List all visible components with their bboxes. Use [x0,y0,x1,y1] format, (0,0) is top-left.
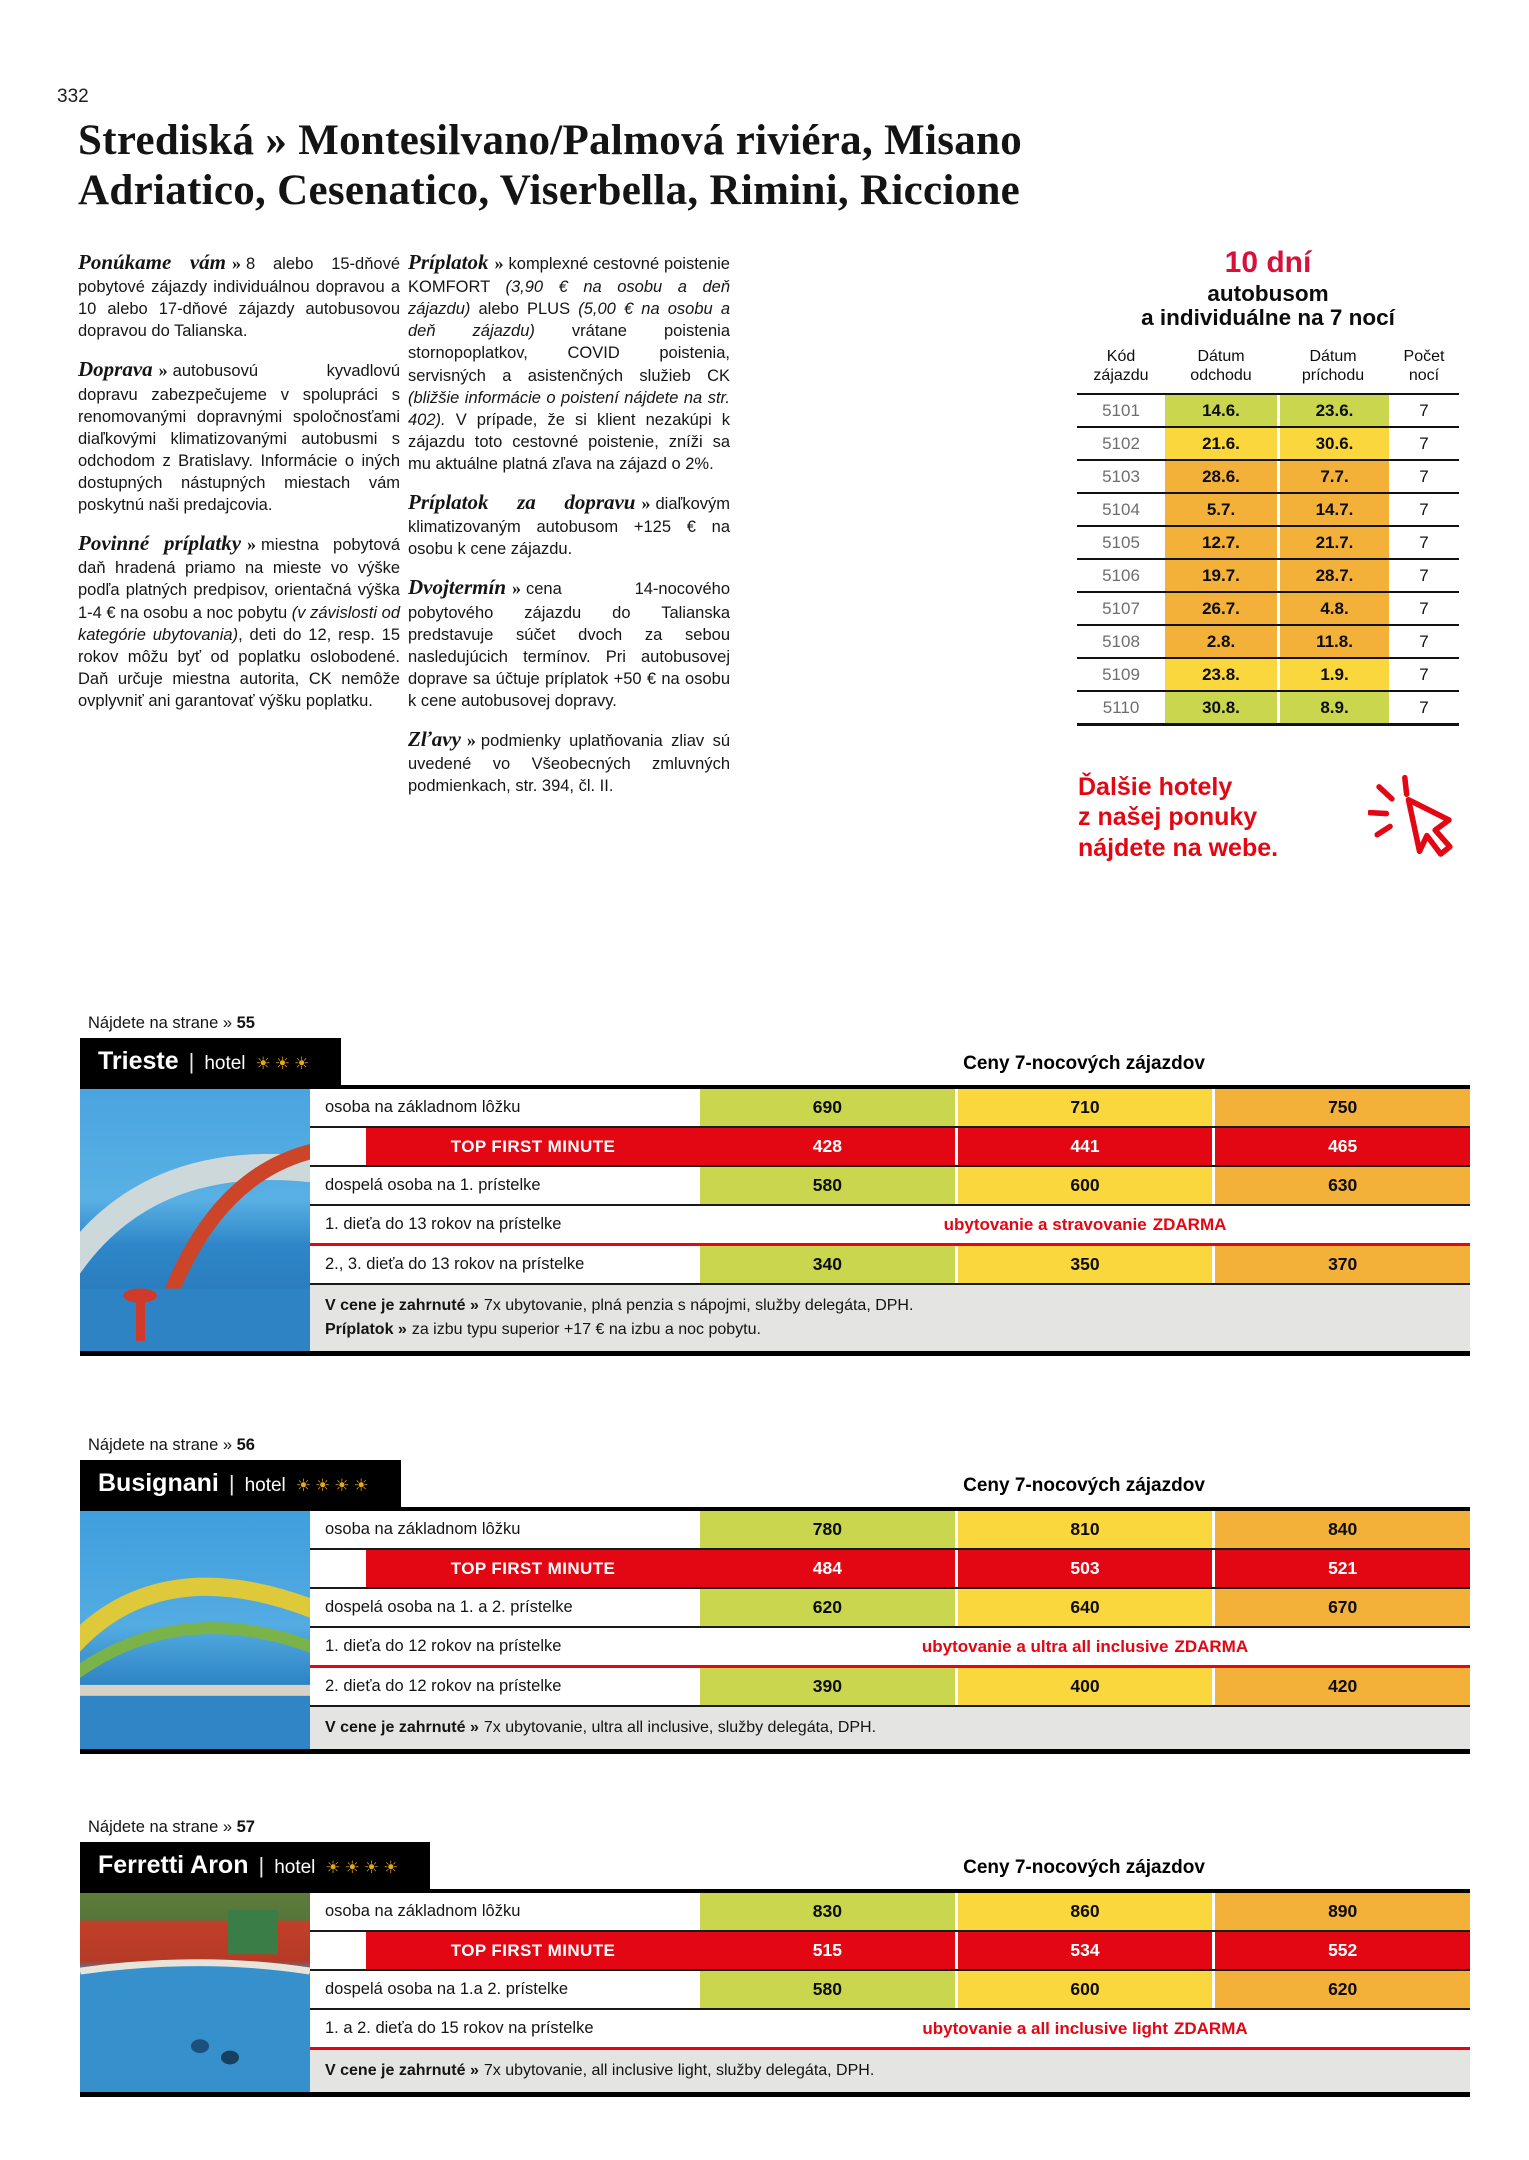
departure-row [1077,525,1459,558]
price-cell: 580 [700,1971,955,2008]
price-cell: 400 [955,1668,1213,1705]
price-cells [700,1128,1470,1165]
hotel-table-body [80,1889,1470,2097]
departure-row [1077,624,1459,657]
nights-cell: 7 [1419,400,1429,420]
paragraph-body: autobusovú kyvadlovú dopravu zabezpečujeme v spolupráci s renomovanými dopravnými spoločnosťami diaľkovými klimatizovanými autobusmi s odchodom z Bratislavy. Informácie o iných dostupných nástupných miestach vám poskytnú naši predajcovia. [78,362,400,515]
price-cell: 370 [1212,1246,1470,1283]
departure-row [1077,690,1459,723]
price-cell: 521 [1212,1550,1470,1587]
departure-row [1077,459,1459,492]
nights-cell: 7 [1419,697,1429,717]
footer-lead: V cene je zahrnuté » [325,1719,479,1736]
price-cell: 441 [955,1128,1213,1165]
departure-date-cell: 19.7. [1165,560,1277,591]
chevrons-separator: » [641,493,651,514]
departure-dates-table [1077,347,1459,726]
web-note [1072,772,1464,882]
hotel-footer [310,1285,1470,1351]
price-cell: 465 [1212,1128,1470,1165]
price-row [310,1206,1470,1246]
footer-text: 7x ubytovanie, plná penzia s nápojmi, služby delegáta, DPH. [483,1297,914,1314]
intro-paragraph [78,529,400,712]
row-label: 1. dieťa do 12 rokov na prístelke [310,1628,700,1665]
date-table-header-cell: Kód zájazdu [1093,347,1149,385]
page-ref-note [88,1818,1470,1837]
chevrons-separator: » [512,578,521,599]
price-cell: 620 [1212,1971,1470,2008]
price-cell: 810 [955,1511,1213,1548]
footer-text: 7x ubytovanie, all inclusive light, služby delegáta, DPH. [483,2062,875,2079]
row-label: TOP FIRST MINUTE [366,1128,700,1165]
price-table [310,1511,1470,1749]
departure-row [1077,393,1459,426]
price-cell: 600 [955,1971,1213,2008]
row-label: 1. dieťa do 13 rokov na prístelke [310,1206,700,1243]
price-row [310,1589,1470,1628]
paragraph-lead: Príplatok za dopravu [408,490,636,515]
price-row [310,1167,1470,1206]
paragraph-body: miestna pobytová daň hradená priamo na mieste vo výške podľa platných predpisov, orientačná výška 1-4 € na osobu a noc pobytu (v závislosti od kategórie ubytovania), deti do 12, resp. 15 rokov môžu byť od poplatku oslobodené. Daň určuje miestna autorita, CK nemôže ovplyvniť ani garantovať výšku poplatku. [78,536,401,711]
footer-lead: V cene je zahrnuté » [325,1297,479,1314]
departure-row [1077,591,1459,624]
price-row [310,1971,1470,2010]
date-table-header-cell: Dátum odchodu [1190,347,1252,385]
date-table-header-cell: Počet nocí [1403,347,1445,385]
offer-summary [1072,248,1464,882]
arrival-date-cell: 28.7. [1277,560,1389,591]
price-row [310,1550,1470,1589]
free-benefit-text: ubytovanie a stravovanie [943,1215,1147,1234]
departure-date-cell: 28.6. [1165,461,1277,492]
price-cells [700,1971,1470,2008]
free-benefit-highlight: ZDARMA [1174,1637,1249,1656]
price-cells [700,1932,1470,1969]
footer-line [325,2059,1456,2083]
row-label: dospelá osoba na 1. a 2. prístelke [310,1589,700,1626]
page-title: Strediská » Montesilvano/Palmová riviéra, Misano Adriatico, Cesenatico, Viserbella, Rimini, Riccione [78,117,1023,215]
paragraph-lead: Ponúkame vám [78,250,226,274]
price-cells [700,1089,1470,1126]
price-table-title: Ceny 7-nocových zájazdov [963,1053,1205,1074]
page-ref-label: Nájdete na strane » [88,1818,233,1836]
footer-line [325,1318,1456,1342]
tour-code-cell: 5101 [1102,400,1140,420]
top-row-notch [310,1550,366,1587]
hotel-table-body [80,1085,1470,1356]
arrival-date-cell: 8.9. [1277,692,1389,723]
hotel-card [80,1014,1470,1356]
chevrons-separator: » [232,253,241,273]
price-cell: 534 [955,1932,1213,1969]
free-benefit-cell [700,2010,1470,2047]
price-cell: 780 [700,1511,955,1548]
price-cell: 552 [1212,1932,1470,1969]
hotel-photo [80,1511,310,1749]
hotel-footer [310,1707,1470,1749]
click-cursor-icon [1368,774,1460,866]
pipe-separator: | [188,1049,195,1074]
price-cell: 860 [955,1893,1213,1930]
departure-row [1077,426,1459,459]
paragraph-body: diaľkovým klimatizovaným autobusom +125 € na osobu k cene zájazdu. [408,495,730,559]
hotel-type-label: hotel [244,1475,286,1496]
chevrons-separator: » [158,360,168,381]
hotel-card [80,1818,1470,2097]
price-cell: 428 [700,1128,955,1165]
arrival-date-cell: 14.7. [1277,494,1389,525]
price-row [310,1089,1470,1128]
web-note-text: Ďalšie hotely z našej ponuky nájdete na webe. [1078,772,1279,862]
chevrons-separator: » [247,534,257,555]
price-cell: 670 [1212,1589,1470,1626]
departure-date-cell: 2.8. [1165,626,1277,657]
price-row [310,1511,1470,1550]
paragraph-lead: Doprava [78,357,153,382]
top-row-notch [310,1932,366,1969]
offer-duration: 10 dní [1224,246,1312,279]
offer-transport: autobusom a individuálne na 7 nocí [1141,281,1395,331]
row-label: osoba na základnom lôžku [310,1089,700,1126]
hotel-name: Ferretti Aron [98,1851,249,1879]
price-row [310,1246,1470,1285]
arrival-date-cell: 1.9. [1277,659,1389,690]
hotel-name-bar [80,1038,341,1085]
price-table-title: Ceny 7-nocových zájazdov [963,1475,1205,1496]
row-label: 2. dieťa do 12 rokov na prístelke [310,1668,700,1705]
arrival-date-cell: 30.6. [1277,428,1389,459]
intro-paragraph [408,248,730,475]
page-ref-label: Nájdete na strane » [88,1436,233,1454]
tour-code-cell: 5102 [1102,433,1140,453]
intro-paragraph [408,573,730,712]
row-label: dospelá osoba na 1.a 2. prístelke [310,1971,700,2008]
price-cell: 750 [1212,1089,1470,1126]
price-cell: 420 [1212,1668,1470,1705]
row-label: 2., 3. dieťa do 13 rokov na prístelke [310,1246,700,1283]
page-ref-number: 57 [236,1818,255,1836]
tour-code-cell: 5103 [1102,466,1140,486]
paragraph-lead: Povinné príplatky [78,531,242,556]
price-row [310,1932,1470,1971]
price-row [310,1628,1470,1668]
page-ref-note [88,1014,1470,1033]
row-label: TOP FIRST MINUTE [366,1550,700,1587]
hotel-header-row [80,1038,1470,1085]
nights-cell: 7 [1419,565,1429,585]
date-table-header-row [1077,347,1459,393]
departure-date-cell: 23.8. [1165,659,1277,690]
hotel-photo [80,1893,310,2092]
hotel-type-label: hotel [204,1053,246,1074]
arrival-date-cell: 11.8. [1277,626,1389,657]
price-cell: 890 [1212,1893,1470,1930]
hotel-photo [80,1089,310,1351]
page-ref-number: 56 [236,1436,255,1454]
hotel-type-label: hotel [274,1857,316,1878]
row-label: osoba na základnom lôžku [310,1893,700,1930]
price-row [310,1128,1470,1167]
chevrons-separator: » [466,730,476,751]
price-cell: 340 [700,1246,955,1283]
price-cell: 484 [700,1550,955,1587]
price-row [310,1668,1470,1707]
intro-paragraph [408,488,730,560]
hotel-header-row [80,1460,1470,1507]
hotel-header-row [80,1842,1470,1889]
row-label: TOP FIRST MINUTE [366,1932,700,1969]
price-cells [700,1550,1470,1587]
price-cells [700,1668,1470,1705]
price-cell: 630 [1212,1167,1470,1204]
price-table-title: Ceny 7-nocových zájazdov [963,1857,1205,1878]
departure-row [1077,558,1459,591]
nights-cell: 7 [1419,664,1429,684]
departure-row [1077,657,1459,690]
arrival-date-cell: 21.7. [1277,527,1389,558]
footer-lead: Príplatok » [325,1321,407,1338]
price-table [310,1893,1470,2092]
footer-text: za izbu typu superior +17 € na izbu a noc pobytu. [411,1321,761,1338]
hotel-name: Trieste [98,1047,179,1075]
free-benefit-text: ubytovanie a all inclusive light [922,2019,1168,2038]
intro-paragraph [408,725,730,797]
footer-lead: V cene je zahrnuté » [325,2062,479,2079]
tour-code-cell: 5107 [1102,598,1140,618]
tour-code-cell: 5106 [1102,565,1140,585]
price-cell: 580 [700,1167,955,1204]
arrival-date-cell: 7.7. [1277,461,1389,492]
price-cells [700,1589,1470,1626]
intro-paragraph [78,355,400,516]
intro-paragraph [78,248,400,342]
departure-date-cell: 21.6. [1165,428,1277,459]
price-cells [700,1167,1470,1204]
hotel-name-bar [80,1842,430,1889]
hotel-name: Busignani [98,1469,219,1497]
price-cell: 600 [955,1167,1213,1204]
hotel-card [80,1436,1470,1754]
nights-cell: 7 [1419,532,1429,552]
paragraph-lead: Príplatok [408,250,489,274]
nights-cell: 7 [1419,433,1429,453]
price-cell: 515 [700,1932,955,1969]
nights-cell: 7 [1419,466,1429,486]
price-cell: 840 [1212,1511,1470,1548]
nights-cell: 7 [1419,631,1429,651]
paragraph-lead: Dvojtermín [408,575,506,600]
price-row [310,2010,1470,2050]
arrival-date-cell: 23.6. [1277,395,1389,426]
nights-cell: 7 [1419,499,1429,519]
row-label: osoba na základnom lôžku [310,1511,700,1548]
free-benefit-text: ubytovanie a ultra all inclusive [921,1637,1169,1656]
tour-code-cell: 5109 [1102,664,1140,684]
departure-date-cell: 14.6. [1165,395,1277,426]
page-number: 332 [57,86,89,107]
price-cell: 830 [700,1893,955,1930]
price-row [310,1893,1470,1932]
hotel-footer [310,2050,1470,2092]
paragraph-lead: Zľavy [408,727,461,752]
row-label: 1. a 2. dieťa do 15 rokov na prístelke [310,2010,700,2047]
pipe-separator: | [228,1471,235,1496]
price-cell: 620 [700,1589,955,1626]
intro-column-left [78,248,400,725]
tour-code-cell: 5110 [1102,697,1140,717]
price-cell: 390 [700,1668,955,1705]
price-cells [700,1511,1470,1548]
paragraph-body: komplexné cestovné poistenie KOMFORT (3,90 € na osobu a deň zájazdu) alebo PLUS (5,00 € na osobu a deň zájazdu) vrátane poistenia stornopoplatkov, COVID poistenia, servisných a asistenčných služieb CK (bližšie informácie o poistení nájdete na str. 402). V prípade, že si klient nezakúpi k zájazdu toto cestovné poistenie, zníži sa mu aktuálne platná zľava na zájazd o 2%. [408,255,731,473]
hotel-stars: ☀☀☀☀ [325,1858,403,1877]
departure-date-cell: 26.7. [1165,593,1277,624]
intro-column-middle [408,248,730,810]
page-ref-label: Nájdete na strane » [88,1014,233,1032]
price-cells [700,1246,1470,1283]
hotel-name-bar [80,1460,401,1507]
price-cell: 690 [700,1089,955,1126]
paragraph-body: cena 14-nocového pobytového zájazdu do Talianska predstavuje súčet dvoch za sebou nasledujúcich termínov. Pri autobusovej doprave sa účtuje príplatok +50 € na osobu k cene autobusovej dopravy. [408,580,730,711]
price-cell: 350 [955,1246,1213,1283]
footer-line [325,1294,1456,1318]
free-benefit-highlight: ZDARMA [1173,2019,1248,2038]
price-cell: 640 [955,1589,1213,1626]
departure-date-cell: 30.8. [1165,692,1277,723]
price-cells [700,1893,1470,1930]
hotel-stars: ☀☀☀ [255,1054,314,1073]
page-ref-note [88,1436,1470,1455]
hotel-stars: ☀☀☀☀ [295,1476,373,1495]
price-table [310,1089,1470,1351]
tour-code-cell: 5104 [1102,499,1140,519]
top-row-notch [310,1128,366,1165]
departure-date-cell: 12.7. [1165,527,1277,558]
departure-date-cell: 5.7. [1165,494,1277,525]
tour-code-cell: 5108 [1102,631,1140,651]
pipe-separator: | [258,1853,265,1878]
price-cell: 503 [955,1550,1213,1587]
date-table-header-cell: Dátum príchodu [1301,347,1365,385]
footer-text: 7x ubytovanie, ultra all inclusive, služby delegáta, DPH. [483,1719,877,1736]
price-cell: 710 [955,1089,1213,1126]
row-label: dospelá osoba na 1. prístelke [310,1167,700,1204]
tour-code-cell: 5105 [1102,532,1140,552]
free-benefit-highlight: ZDARMA [1152,1215,1227,1234]
free-benefit-cell [700,1206,1470,1243]
arrival-date-cell: 4.8. [1277,593,1389,624]
paragraph-body: 8 alebo 15-dňové pobytové zájazdy individuálnou dopravou a 10 alebo 17-dňové zájazdy autobusovou dopravou do Talianska. [78,255,400,341]
paragraph-body: podmienky uplatňovania zliav sú uvedené vo Všeobecných zmluvných podmienkach, str. 394, čl. II. [408,732,730,796]
page-ref-number: 55 [236,1014,255,1032]
departure-row [1077,492,1459,525]
footer-line [325,1716,1456,1740]
hotel-table-body [80,1507,1470,1754]
nights-cell: 7 [1419,598,1429,618]
chevrons-separator: » [494,253,504,273]
free-benefit-cell [700,1628,1470,1665]
